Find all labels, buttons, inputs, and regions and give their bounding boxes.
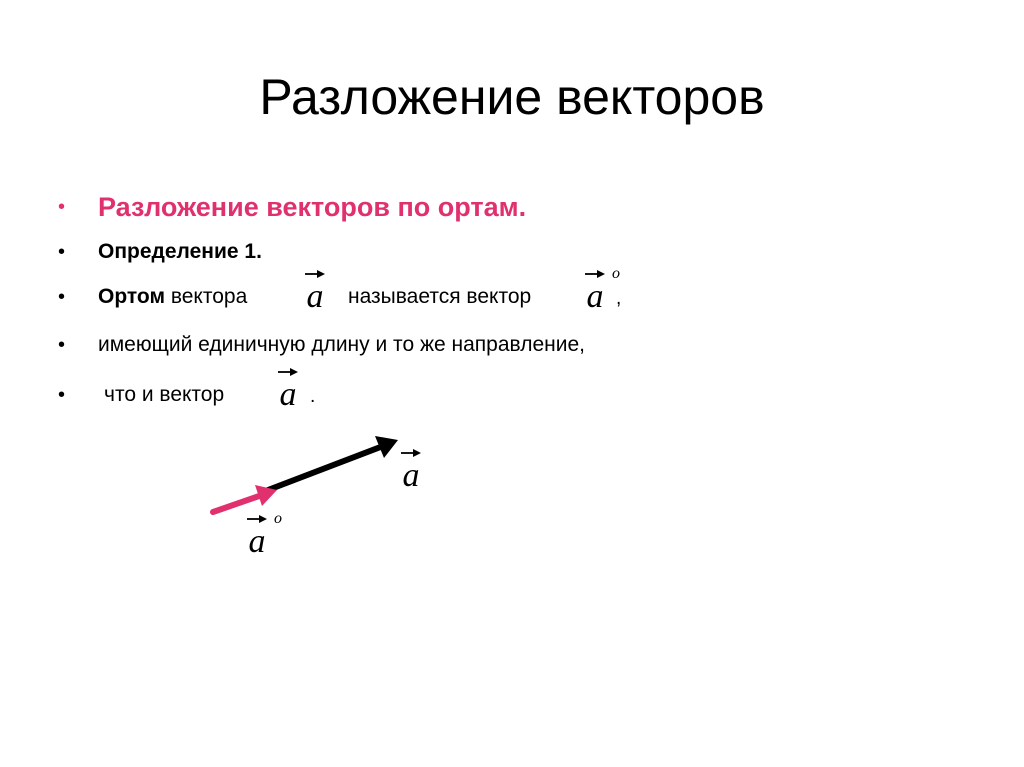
diagram-label-unit-vector [240, 512, 284, 566]
vector-letter: a [279, 376, 297, 413]
unit-superscript: o [274, 510, 282, 527]
bullet-text-unit-length: имеющий единичную длину и то же направление, [98, 333, 585, 356]
term-orth: Ортом [98, 285, 165, 308]
bullet-text-same-direction: что и вектор [104, 383, 225, 406]
unit-vector-line [213, 495, 262, 512]
diagram-label-vector-a [394, 446, 438, 500]
bullet-marker: • [58, 196, 66, 218]
vector-letter: a [586, 278, 604, 315]
vector-letter: a [248, 523, 266, 560]
vector-letter: a [306, 278, 324, 315]
bullet-text-definition: Определение 1. [98, 240, 262, 263]
comma: , [616, 288, 622, 309]
period: . [310, 386, 316, 407]
bullet-text-heading: Разложение векторов по ортам. [98, 192, 527, 222]
bullet-marker: • [58, 334, 66, 356]
bullet-marker: • [58, 384, 66, 406]
unit-superscript: o [612, 265, 620, 282]
vector-letter: a [402, 457, 420, 494]
bullet-marker: • [58, 241, 66, 263]
text-is-called-vector: называется вектор [348, 285, 532, 308]
slide-title: Разложение векторов [259, 69, 765, 125]
bullet-marker: • [58, 286, 66, 308]
text-of-vector: вектора [164, 285, 248, 308]
vector-a-line [268, 446, 383, 490]
